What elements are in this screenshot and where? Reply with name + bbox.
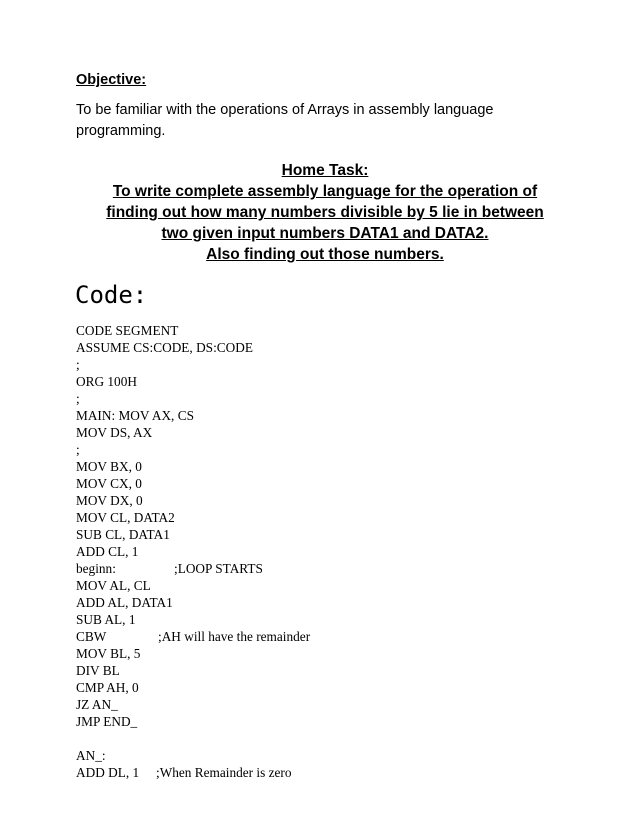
code-line [76, 390, 576, 407]
code-text: beginn: [76, 561, 116, 576]
code-text: CODE SEGMENT [76, 323, 179, 338]
code-comment: ;LOOP STARTS [174, 561, 263, 576]
code-text: MOV BX, 0 [76, 459, 142, 474]
code-text: MOV CL, DATA2 [76, 510, 175, 525]
code-line [76, 645, 576, 662]
code-heading: Code: [75, 281, 148, 309]
code-text: MOV CX, 0 [76, 476, 142, 491]
home-task-line: finding out how many numbers divisible by 5 lie in between [106, 204, 544, 221]
code-line [76, 424, 576, 441]
code-text: ORG 100H [76, 374, 137, 389]
code-text: JMP END_ [76, 714, 138, 729]
code-text: ADD DL, 1 [76, 765, 140, 780]
objective-line: programming. [76, 123, 166, 139]
code-text: CBW [76, 629, 107, 644]
code-line [76, 594, 576, 611]
code-text: MOV BL, 5 [76, 646, 141, 661]
code-line [76, 543, 576, 560]
code-line [76, 679, 576, 696]
code-line [76, 747, 576, 764]
code-text: ; [76, 391, 80, 406]
code-line [76, 441, 576, 458]
code-line [76, 407, 576, 424]
home-task-line: Also finding out those numbers. [206, 246, 444, 263]
code-text: SUB AL, 1 [76, 612, 136, 627]
code-line [76, 713, 576, 730]
code-text: ASSUME CS:CODE, DS:CODE [76, 340, 253, 355]
code-text: MOV DS, AX [76, 425, 153, 440]
code-line [76, 560, 576, 577]
code-text: MOV AL, CL [76, 578, 151, 593]
code-line [76, 356, 576, 373]
code-text: MAIN: MOV AX, CS [76, 408, 194, 423]
objective-heading: Objective: [76, 72, 147, 88]
code-text: AN_: [76, 748, 106, 763]
home-task-line: To write complete assembly language for the operation of [112, 183, 538, 200]
code-line [76, 373, 576, 390]
code-text: ; [76, 357, 80, 372]
code-line [76, 764, 576, 781]
code-line [76, 628, 576, 645]
code-text: ADD AL, DATA1 [76, 595, 173, 610]
home-task-line: two given input numbers DATA1 and DATA2. [161, 225, 489, 242]
code-comment: ;When Remainder is zero [156, 765, 292, 780]
code-line [76, 509, 576, 526]
code-line [76, 730, 576, 747]
code-text: CMP AH, 0 [76, 680, 139, 695]
code-line [76, 662, 576, 679]
home-task-heading: Home Task: [281, 162, 369, 179]
code-text: MOV DX, 0 [76, 493, 143, 508]
code-text: JZ AN_ [76, 697, 118, 712]
code-line [76, 458, 576, 475]
code-line [76, 577, 576, 594]
code-line [76, 526, 576, 543]
objective-line: To be familiar with the operations of Arrays in assembly language [76, 102, 494, 118]
objective-text [76, 100, 546, 142]
code-line [76, 696, 576, 713]
code-listing [76, 322, 576, 781]
code-line [76, 475, 576, 492]
code-line [76, 492, 576, 509]
code-text: SUB CL, DATA1 [76, 527, 170, 542]
home-task-block [60, 160, 590, 265]
code-text: ADD CL, 1 [76, 544, 139, 559]
code-line [76, 339, 576, 356]
code-text: DIV BL [76, 663, 120, 678]
code-comment: ;AH will have the remainder [158, 629, 311, 644]
code-line [76, 611, 576, 628]
code-line [76, 322, 576, 339]
code-text: ; [76, 442, 80, 457]
